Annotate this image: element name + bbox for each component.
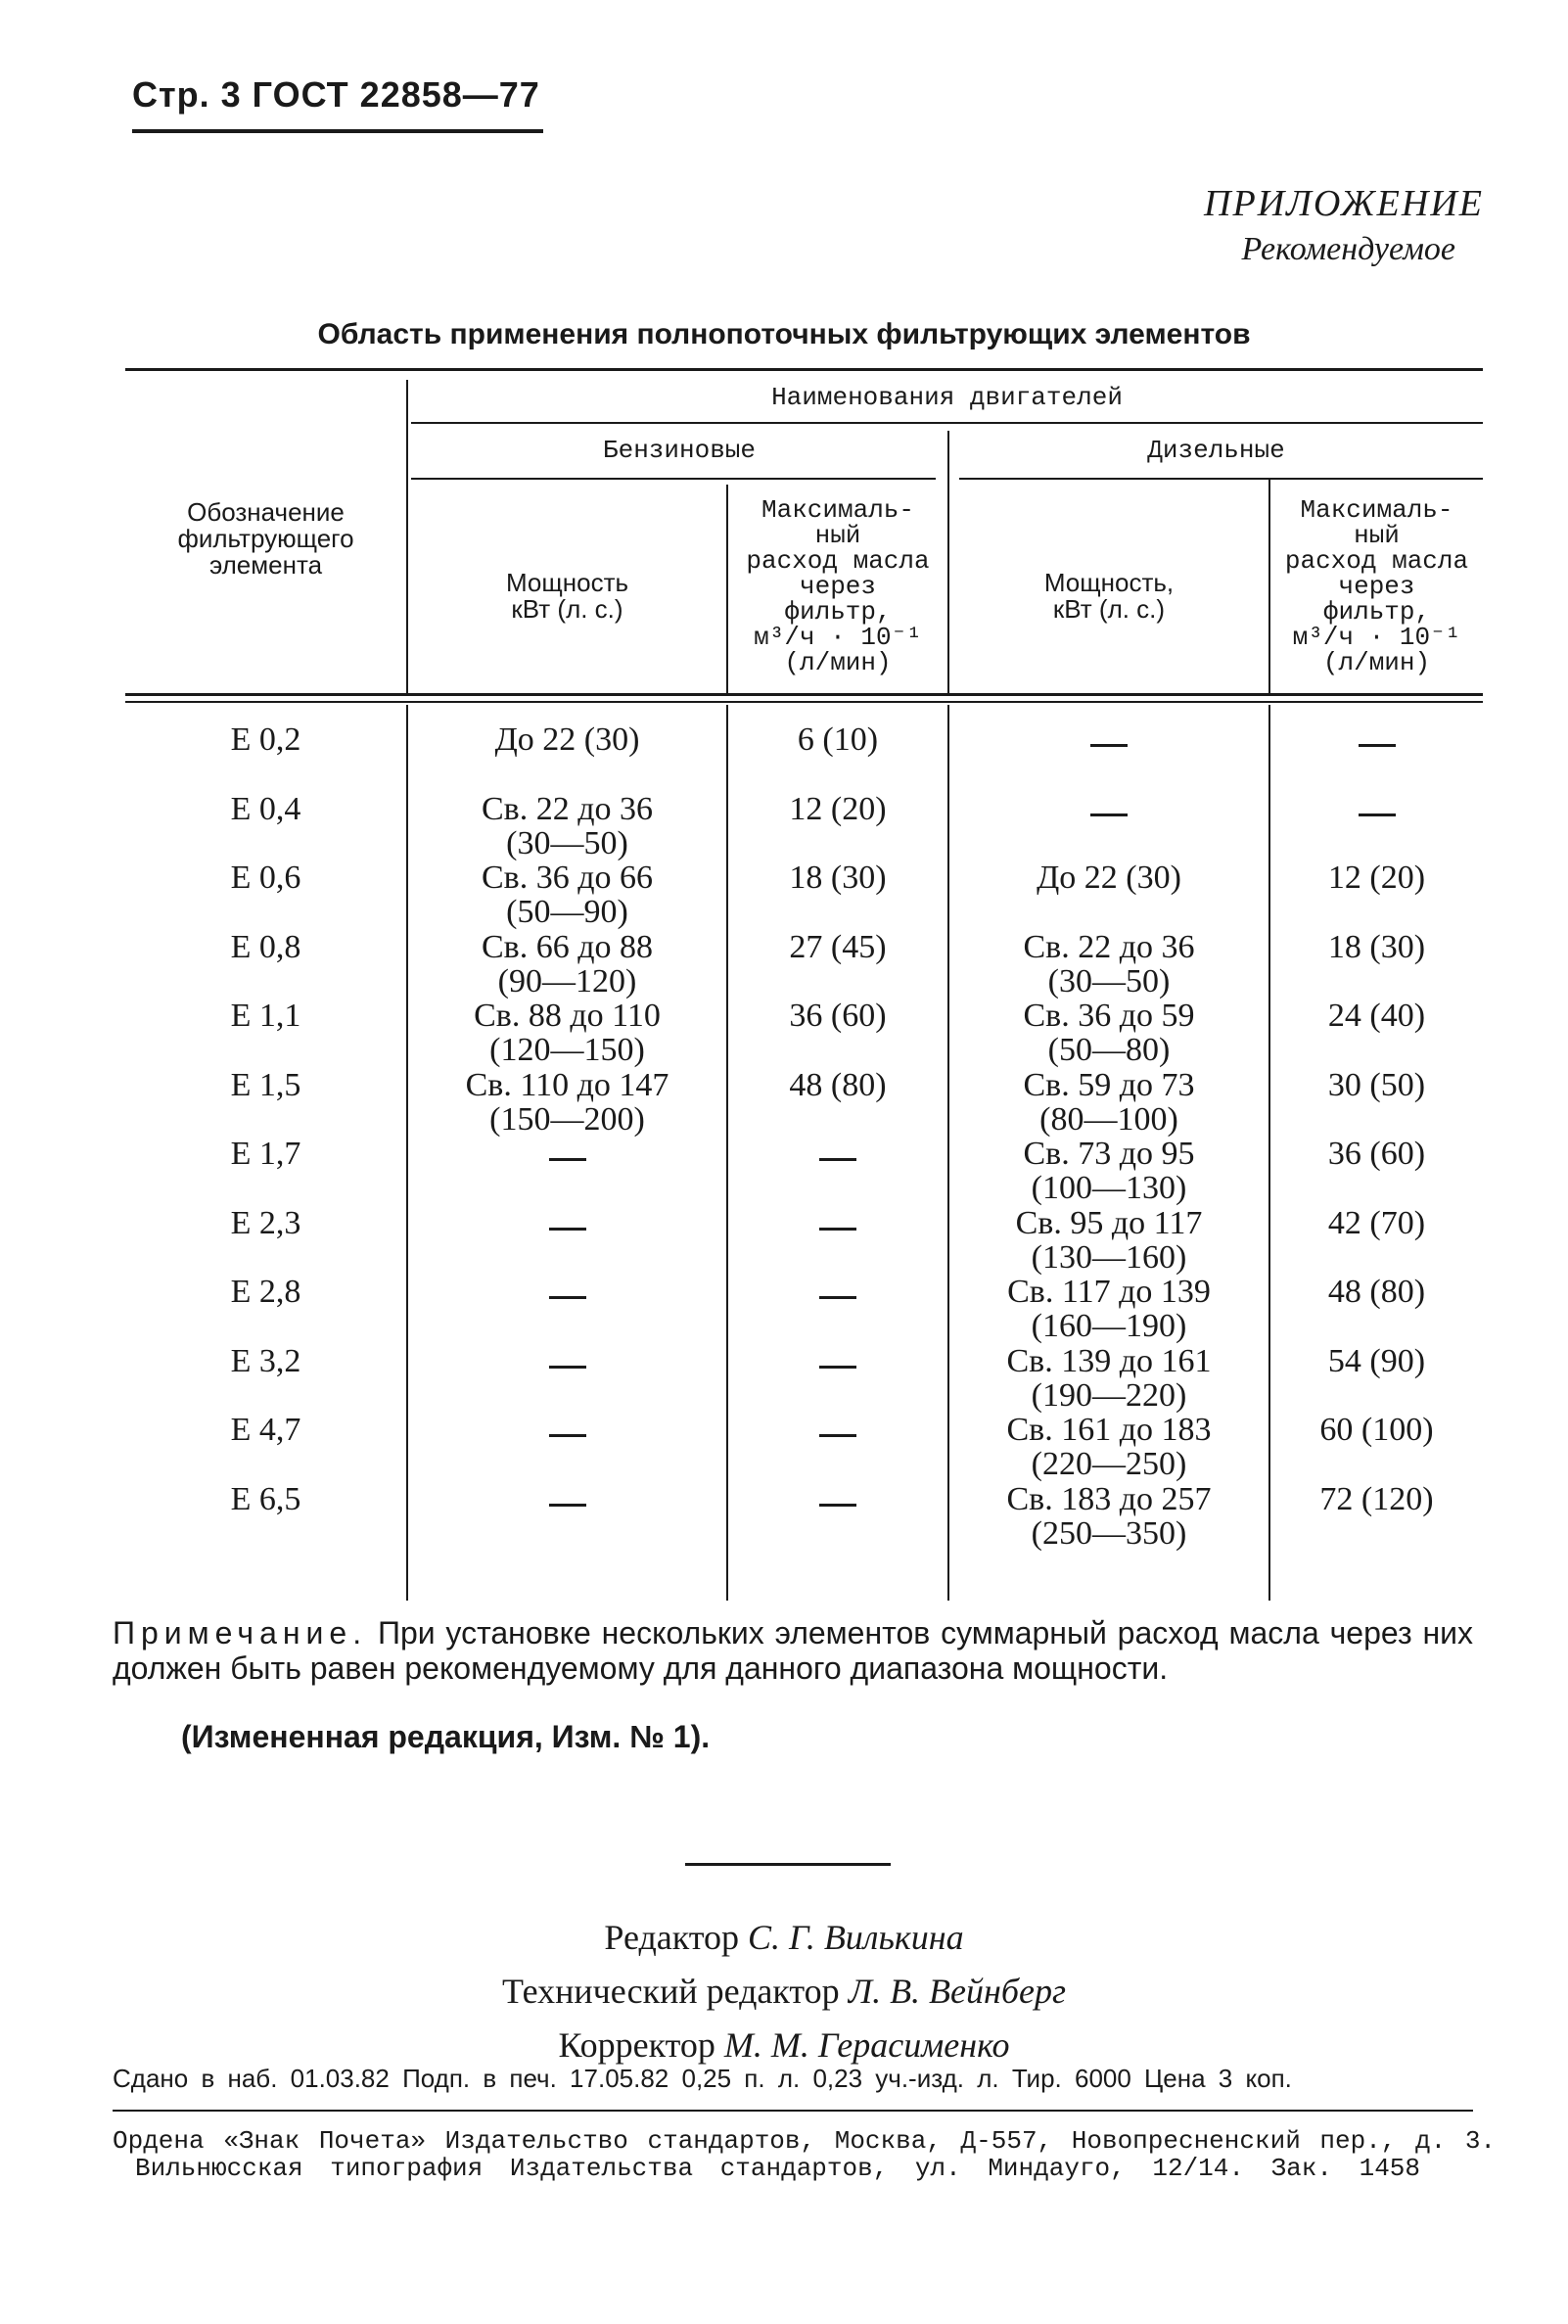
gas-power-cell: (90—120) (497, 963, 637, 999)
gasoline-rule (411, 478, 936, 480)
empty-dash (549, 1228, 586, 1231)
header-flow-diesel: Максималь- ный расход масла через фильтр, м³/ч · 10⁻¹ (л/мин) (1284, 495, 1469, 677)
publisher-line: Ордена «Знак Почета» Издательство стандартов, Москва, Д-557, Новопресненский пер., д. 3. (113, 2126, 1497, 2156)
designation-cell: Е 1,5 (230, 1067, 301, 1103)
gas-flow-cell: 6 (10) (797, 721, 879, 758)
diesel-power-cell: Св. 22 до 36 (1023, 929, 1195, 965)
diesel-flow-cell: 42 (70) (1327, 1205, 1426, 1241)
gas-flow-cell: 12 (20) (789, 791, 887, 827)
diesel-power-cell: Св. 183 до 257 (1006, 1481, 1212, 1517)
diesel-flow-cell: 18 (30) (1327, 929, 1426, 965)
note-label: Примечание. (113, 1615, 368, 1650)
empty-dash (819, 1504, 856, 1507)
diesel-flow-cell: 12 (20) (1327, 860, 1426, 896)
diesel-power-cell: Св. 73 до 95 (1023, 1136, 1195, 1172)
header-bottom-rule-1 (125, 693, 1483, 696)
diesel-power-cell: До 22 (30) (1037, 860, 1181, 896)
engines-rule (411, 422, 1483, 424)
designation-cell: Е 2,3 (230, 1205, 301, 1241)
empty-dash (1090, 813, 1128, 816)
header-designation: Обозначение фильтрующего элемента (177, 497, 354, 580)
appendix-title: ПРИЛОЖЕНИЕ (1204, 183, 1484, 224)
empty-dash (1359, 744, 1396, 747)
credit-editor: Редактор С. Г. Вилькина (604, 1918, 964, 1957)
diesel-power-cell: Св. 117 до 139 (1007, 1274, 1211, 1310)
empty-dash (549, 1366, 586, 1369)
diesel-power-cell: (220—250) (1031, 1446, 1187, 1482)
note-text: При установке нескольких элементов суммарный расход масла через них должен быть равен рекомендуемому для данного диапазона мощности. (113, 1615, 1474, 1686)
header-engines: Наименования двигателей (771, 383, 1123, 412)
diesel-flow-cell: 24 (40) (1327, 998, 1426, 1034)
gas-power-cell: Св. 88 до 110 (474, 998, 661, 1034)
col-divider-2 (726, 705, 728, 1601)
diesel-power-cell: Св. 95 до 117 (1015, 1205, 1203, 1241)
empty-dash (819, 1366, 856, 1369)
designation-cell: Е 0,6 (230, 860, 301, 896)
diesel-flow-cell: 48 (80) (1327, 1274, 1426, 1310)
empty-dash (819, 1434, 856, 1437)
designation-cell: Е 0,8 (230, 929, 301, 965)
designation-cell: Е 4,7 (230, 1412, 301, 1448)
header-power-gasoline: Мощность кВт (л. с.) (505, 568, 629, 624)
empty-dash (1090, 744, 1128, 747)
empty-dash (819, 1228, 856, 1231)
empty-dash (549, 1158, 586, 1161)
diesel-power-cell: Св. 36 до 59 (1023, 998, 1195, 1034)
gas-power-cell: (30—50) (506, 825, 628, 861)
gas-power-cell: Св. 22 до 36 (481, 791, 654, 827)
designation-cell: Е 3,2 (230, 1343, 301, 1379)
designation-cell: Е 0,2 (230, 721, 301, 758)
empty-dash (549, 1296, 586, 1299)
imprint-line: Сдано в наб. 01.03.82 Подп. в печ. 17.05.82 0,25 п. л. 0,23 уч.-изд. л. Тир. 6000 Цена 3 коп. (113, 2064, 1292, 2093)
empty-dash (819, 1158, 856, 1161)
diesel-flow-cell: 36 (60) (1327, 1136, 1426, 1172)
gas-power-cell: До 22 (30) (494, 721, 640, 758)
gas-power-cell: (120—150) (489, 1032, 645, 1068)
diesel-flow-cell: 72 (120) (1319, 1481, 1434, 1517)
table-top-rule (125, 368, 1483, 371)
credit-tech-editor: Технический редактор Л. В. Вейнберг (501, 1972, 1067, 2011)
gas-flow-cell: 48 (80) (789, 1067, 887, 1103)
diesel-power-cell: (160—190) (1031, 1308, 1187, 1344)
note (113, 1615, 1473, 1686)
diesel-power-cell: (30—50) (1047, 963, 1171, 999)
header-bottom-rule-2 (125, 701, 1483, 703)
diesel-power-cell: Св. 161 до 183 (1006, 1412, 1212, 1448)
header-power-diesel: Мощность, кВт (л. с.) (1043, 568, 1175, 624)
imprint-rule (113, 2110, 1473, 2112)
printer-line: Вильнюсская типография Издательства стандартов, ул. Миндауго, 12/14. Зак. 1458 (135, 2154, 1420, 2183)
gas-flow-cell: 18 (30) (789, 860, 887, 896)
header-diesel: Дизельные (1147, 436, 1285, 465)
gas-power-cell: (150—200) (489, 1101, 645, 1138)
header-flow-gasoline: Максималь- ный расход масла через фильтр, м³/ч · 10⁻¹ (л/мин) (746, 495, 930, 677)
diesel-power-cell: (80—100) (1039, 1101, 1178, 1138)
table-title: Область применения полнопоточных фильтрующих элементов (317, 318, 1251, 350)
empty-dash (1359, 813, 1396, 816)
diesel-flow-cell: 60 (100) (1319, 1412, 1434, 1448)
diesel-flow-cell: 54 (90) (1327, 1343, 1426, 1379)
page-header: Стр. 3 ГОСТ 22858—77 (132, 74, 540, 115)
diesel-flow-cell: 30 (50) (1327, 1067, 1426, 1103)
gas-power-cell: (50—90) (506, 894, 628, 930)
empty-dash (549, 1504, 586, 1507)
header-gasoline: Бензиновые (602, 436, 757, 465)
diesel-power-cell: (130—160) (1031, 1239, 1187, 1276)
empty-dash (549, 1434, 586, 1437)
diesel-power-cell: (100—130) (1031, 1170, 1187, 1206)
gas-power-cell: Св. 110 до 147 (465, 1067, 669, 1103)
gas-power-cell: Св. 66 до 88 (481, 929, 654, 965)
col-divider-3-head (947, 431, 949, 693)
empty-dash (819, 1296, 856, 1299)
revision-note: (Измененная редакция, Изм. № 1). (181, 1719, 711, 1754)
header-rule (132, 129, 543, 133)
gas-flow-cell: 27 (45) (789, 929, 887, 965)
col-divider-1-head (406, 380, 408, 693)
diesel-power-cell: (250—350) (1031, 1515, 1187, 1552)
designation-cell: Е 6,5 (230, 1481, 301, 1517)
separator-rule (685, 1863, 891, 1866)
diesel-power-cell: (190—220) (1031, 1377, 1187, 1414)
designation-cell: Е 2,8 (230, 1274, 301, 1310)
appendix-subtitle: Рекомендуемое (1241, 231, 1455, 267)
designation-cell: Е 1,7 (230, 1136, 301, 1172)
gas-flow-cell: 36 (60) (789, 998, 887, 1034)
diesel-power-cell: Св. 59 до 73 (1023, 1067, 1195, 1103)
diesel-power-cell: Св. 139 до 161 (1006, 1343, 1212, 1379)
designation-cell: Е 0,4 (230, 791, 301, 827)
credit-proofreader: Корректор М. М. Герасименко (558, 2025, 1010, 2065)
gas-power-cell: Св. 36 до 66 (481, 860, 654, 896)
diesel-power-cell: (50—80) (1047, 1032, 1171, 1068)
designation-cell: Е 1,1 (230, 998, 301, 1034)
diesel-rule (959, 478, 1483, 480)
